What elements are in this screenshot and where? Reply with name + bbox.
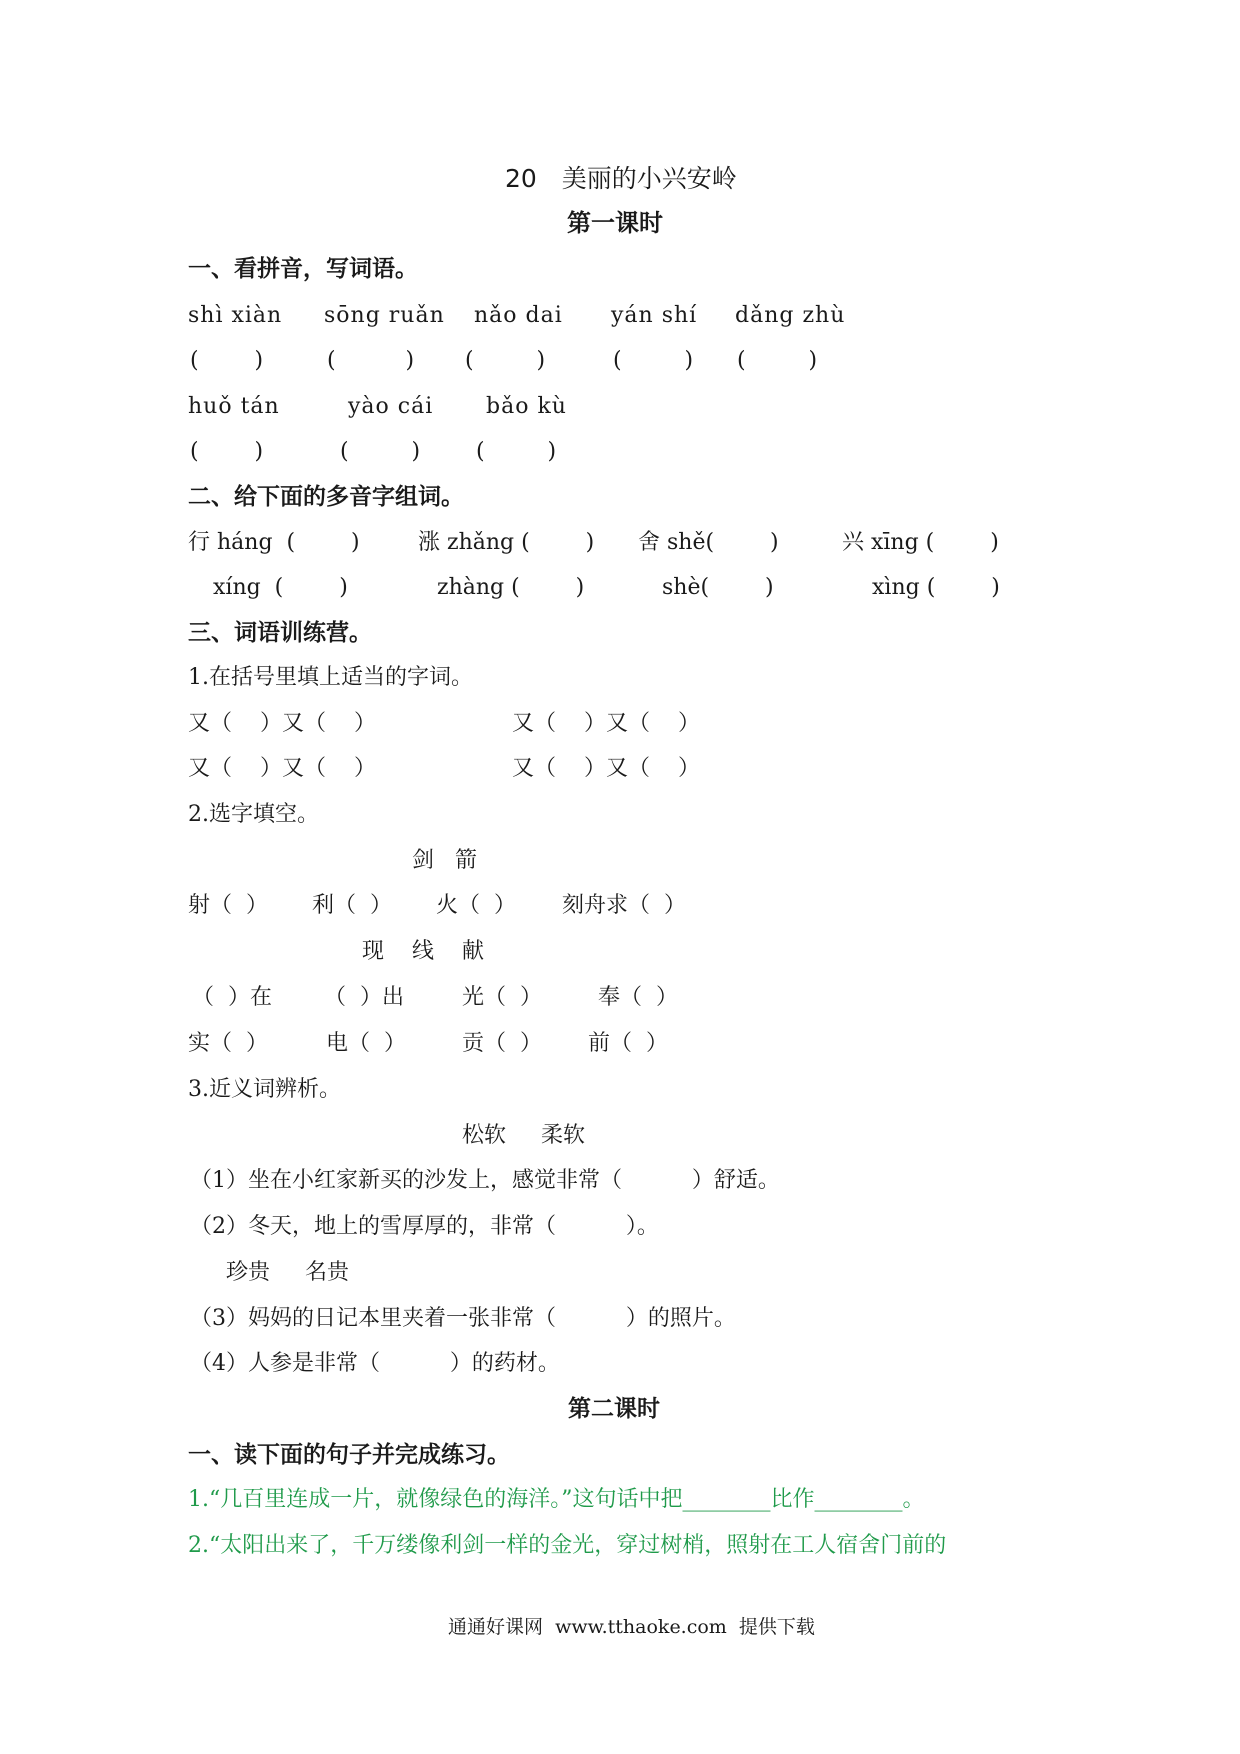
fill-item[interactable]: 奉（ ） bbox=[598, 985, 678, 1010]
fill-item[interactable]: 又（ ）又（ ） bbox=[188, 711, 376, 736]
polyphone-item[interactable]: 舍 shě( ) bbox=[638, 530, 779, 555]
choice-options: 剑 箭 bbox=[412, 848, 477, 873]
pinyin-item: bǎo kù bbox=[486, 394, 567, 419]
question-title: 1.在括号里填上适当的字词。 bbox=[188, 665, 473, 690]
answer-blank[interactable]: ( ) bbox=[476, 439, 557, 464]
footer-source: 通通好课网 www.tthaoke.com 提供下载 bbox=[448, 1616, 815, 1638]
pinyin-item: sōng ruǎn bbox=[324, 303, 445, 328]
answer-blank[interactable]: ( ) bbox=[327, 348, 415, 373]
pinyin-item: dǎng zhù bbox=[735, 303, 846, 328]
lesson-two-title: 第二课时 bbox=[568, 1396, 660, 1422]
fill-item[interactable]: 光（ ） bbox=[462, 985, 542, 1010]
answer-blank[interactable]: ( ) bbox=[190, 348, 264, 373]
pinyin-item: yào cái bbox=[348, 394, 434, 419]
choice-options: 现 线 献 bbox=[362, 939, 484, 964]
fill-item[interactable]: 刻舟求（ ） bbox=[562, 893, 686, 918]
polyphone-item[interactable]: 兴 xīng ( ) bbox=[842, 530, 999, 555]
pinyin-item: shì xiàn bbox=[188, 303, 283, 328]
sentence-item[interactable]: （2）冬天，地上的雪厚厚的，非常（ ）。 bbox=[190, 1214, 659, 1239]
answer-blank[interactable]: ( ) bbox=[465, 348, 546, 373]
sentence-item[interactable]: （4）人参是非常（ ）的药材。 bbox=[190, 1351, 560, 1376]
polyphone-item[interactable]: zhàng ( ) bbox=[437, 575, 585, 600]
polyphone-item[interactable]: 涨 zhǎng ( ) bbox=[418, 530, 595, 555]
question-title: 3.近义词辨析。 bbox=[188, 1077, 341, 1102]
page-title: 20 美丽的小兴安岭 bbox=[505, 164, 737, 193]
part-two-heading: 一、读下面的句子并完成练习。 bbox=[188, 1442, 510, 1468]
section-three-heading: 三、词语训练营。 bbox=[188, 620, 372, 646]
exercise-sentence[interactable]: 1.“几百里连成一片，就像绿色的海洋。”这句话中把________比作________。 bbox=[188, 1487, 925, 1512]
exercise-sentence: 2.“太阳出来了，千万缕像利剑一样的金光，穿过树梢，照射在工人宿舍门前的 bbox=[188, 1533, 947, 1558]
fill-item[interactable]: 火（ ） bbox=[436, 893, 516, 918]
fill-item[interactable]: 又（ ）又（ ） bbox=[512, 711, 700, 736]
pinyin-item: yán shí bbox=[611, 303, 698, 328]
fill-item[interactable]: 又（ ）又（ ） bbox=[188, 756, 376, 781]
fill-item[interactable]: 射（ ） bbox=[188, 893, 268, 918]
fill-item[interactable]: 实（ ） bbox=[188, 1031, 268, 1056]
sentence-item[interactable]: （1）坐在小红家新买的沙发上，感觉非常（ ）舒适。 bbox=[190, 1168, 780, 1193]
section-two-heading: 二、给下面的多音字组词。 bbox=[188, 484, 464, 510]
choice-options: 松软 柔软 bbox=[462, 1123, 585, 1148]
polyphone-item[interactable]: xìng ( ) bbox=[872, 575, 1000, 600]
answer-blank[interactable]: ( ) bbox=[737, 348, 818, 373]
polyphone-item[interactable]: 行 háng ( ) bbox=[188, 530, 360, 555]
pinyin-item: huǒ tán bbox=[188, 394, 280, 419]
fill-item[interactable]: 利（ ） bbox=[312, 893, 392, 918]
fill-item[interactable]: 前（ ） bbox=[588, 1031, 668, 1056]
answer-blank[interactable]: ( ) bbox=[190, 439, 264, 464]
fill-item[interactable]: 贡（ ） bbox=[462, 1031, 542, 1056]
fill-item[interactable]: 电（ ） bbox=[326, 1031, 406, 1056]
section-one-heading: 一、看拼音，写词语。 bbox=[188, 256, 418, 282]
fill-item[interactable]: 又（ ）又（ ） bbox=[512, 756, 700, 781]
polyphone-item[interactable]: xíng ( ) bbox=[213, 575, 348, 600]
pinyin-item: nǎo dai bbox=[474, 303, 563, 328]
sentence-item[interactable]: （3）妈妈的日记本里夹着一张非常（ ）的照片。 bbox=[190, 1306, 736, 1331]
fill-item[interactable]: （ ）在 bbox=[192, 985, 272, 1010]
lesson-one-title: 第一课时 bbox=[567, 209, 663, 237]
fill-item[interactable]: （ ）出 bbox=[324, 985, 404, 1010]
answer-blank[interactable]: ( ) bbox=[340, 439, 421, 464]
answer-blank[interactable]: ( ) bbox=[613, 348, 694, 373]
polyphone-item[interactable]: shè( ) bbox=[662, 575, 774, 600]
choice-options: 珍贵 名贵 bbox=[226, 1260, 349, 1285]
question-title: 2.选字填空。 bbox=[188, 802, 319, 827]
